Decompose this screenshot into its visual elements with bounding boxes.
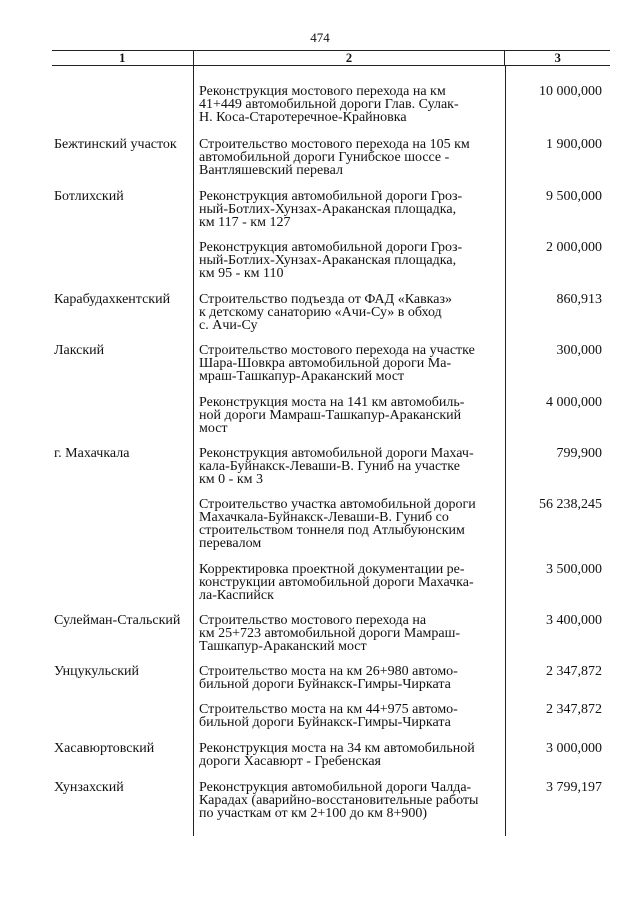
description-line: конструкции автомобильной дороги Махачка-	[199, 575, 474, 590]
description-line: Реконструкция моста на 141 км автомобиль-	[199, 395, 465, 410]
description-cell	[199, 742, 499, 768]
amount-cell: 2 347,872	[546, 702, 602, 717]
description-line: с. Ачи-Су	[199, 318, 258, 333]
description-line: км 0 - км 3	[199, 472, 263, 487]
amount-cell: 56 238,245	[539, 497, 602, 512]
description-cell	[199, 138, 499, 177]
description-cell	[199, 614, 499, 653]
region-cell: Бежтинский участок	[54, 137, 177, 152]
amount-cell: 3 400,000	[546, 613, 602, 628]
description-cell	[199, 344, 499, 383]
description-line: Строительство мостового перехода на участке	[199, 343, 475, 358]
description-line: кала-Буйнакск-Леваши-В. Гуниб на участке	[199, 459, 460, 474]
description-line: Реконструкция мостового перехода на км	[199, 84, 446, 99]
description-line: Реконструкция моста на 34 км автомобильной	[199, 741, 475, 756]
description-line: Реконструкция автомобильной дороги Гроз-	[199, 240, 463, 255]
description-cell	[199, 241, 499, 280]
description-line: Н. Коса-Старотеречное-Крайновка	[199, 110, 407, 125]
region-cell: г. Махачкала	[54, 446, 130, 461]
column-header-2: 2	[193, 51, 506, 65]
description-line: дороги Хасавюрт - Гребенская	[199, 754, 381, 769]
description-line: строительством тоннеля под Атлыбуюнским	[199, 523, 465, 538]
column-divider	[193, 66, 194, 836]
table-body	[52, 66, 610, 836]
description-cell	[199, 396, 499, 435]
description-line: Строительство моста на км 44+975 автомо-	[199, 702, 458, 717]
description-line: Махачкала-Буйнакск-Леваши-В. Гуниб со	[199, 510, 449, 525]
description-line: Карадах (аварийно-восстановительные работы	[199, 793, 479, 808]
description-line: Строительство мостового перехода на 105 км	[199, 137, 470, 152]
description-line: бильной дороги Буйнакск-Гимры-Чирката	[199, 677, 451, 692]
description-line: Шара-Шовкра автомобильной дороги Ма-	[199, 356, 452, 371]
region-cell: Хунзахский	[54, 780, 124, 795]
column-header-3: 3	[554, 51, 561, 65]
description-line: Реконструкция автомобильной дороги Махач-	[199, 446, 474, 461]
amount-cell: 2 000,000	[546, 240, 602, 255]
description-line: Строительство мостового перехода на	[199, 613, 427, 628]
amount-cell: 3 799,197	[546, 780, 602, 795]
description-line: автомобильной дороги Гунибское шоссе -	[199, 150, 450, 165]
description-cell	[199, 293, 499, 332]
description-line: 41+449 автомобильной дороги Глав. Сулак-	[199, 97, 459, 112]
description-cell	[199, 498, 499, 550]
amount-cell: 3 500,000	[546, 562, 602, 577]
region-cell: Хасавюртовский	[54, 741, 155, 756]
description-line: Реконструкция автомобильной дороги Гроз-	[199, 189, 463, 204]
amount-cell: 2 347,872	[546, 664, 602, 679]
description-cell	[199, 703, 499, 729]
region-cell: Сулейман-Стальский	[54, 613, 181, 628]
description-line: мраш-Ташкапур-Араканский мост	[199, 369, 405, 384]
description-line: Ташкапур-Араканский мост	[199, 639, 367, 654]
description-line: по участкам от км 2+100 до км 8+900)	[199, 806, 428, 821]
region-cell: Унцукульский	[54, 664, 140, 679]
description-line: Строительство участка автомобильной дороги	[199, 497, 476, 512]
region-cell: Лакский	[54, 343, 105, 358]
description-cell	[199, 781, 499, 820]
description-line: Корректировка проектной документации ре-	[199, 562, 465, 577]
description-line: ла-Каспийск	[199, 588, 274, 603]
description-cell	[199, 447, 499, 486]
description-line: к детскому санаторию «Ачи-Су» в обход	[199, 305, 442, 320]
region-cell: Карабудахкентский	[54, 292, 171, 307]
table-header	[52, 50, 610, 66]
description-line: ный-Ботлих-Хунзах-Араканская площадка,	[199, 202, 457, 217]
region-cell: Ботлихский	[54, 189, 124, 204]
description-cell	[199, 665, 499, 691]
column-header-1: 1	[119, 51, 126, 65]
amount-cell: 300,000	[556, 343, 602, 358]
description-line: перевалом	[199, 536, 262, 551]
amount-cell: 3 000,000	[546, 741, 602, 756]
description-line: Строительство подъезда от ФАД «Кавказ»	[199, 292, 453, 307]
description-line: бильной дороги Буйнакск-Гимры-Чирката	[199, 715, 451, 730]
amount-cell: 860,913	[556, 292, 602, 307]
amount-cell: 10 000,000	[539, 84, 602, 99]
data-table	[52, 50, 610, 836]
description-line: ный-Ботлих-Хунзах-Араканская площадка,	[199, 253, 457, 268]
amount-cell: 4 000,000	[546, 395, 602, 410]
description-line: мост	[199, 421, 228, 436]
amount-cell: 9 500,000	[546, 189, 602, 204]
description-line: км 25+723 автомобильной дороги Мамраш-	[199, 626, 461, 641]
description-cell	[199, 563, 499, 602]
page-number: 474	[310, 30, 330, 45]
description-line: Строительство моста на км 26+980 автомо-	[199, 664, 458, 679]
description-cell	[199, 85, 499, 124]
amount-cell: 799,900	[556, 446, 602, 461]
description-cell	[199, 190, 499, 229]
description-line: Реконструкция автомобильной дороги Чалда-	[199, 780, 472, 795]
description-line: Вантляшевский перевал	[199, 163, 343, 178]
description-line: км 95 - км 110	[199, 266, 284, 281]
description-line: ной дороги Мамраш-Ташкапур-Араканский	[199, 408, 462, 423]
amount-cell: 1 900,000	[546, 137, 602, 152]
description-line: км 117 - км 127	[199, 215, 291, 230]
